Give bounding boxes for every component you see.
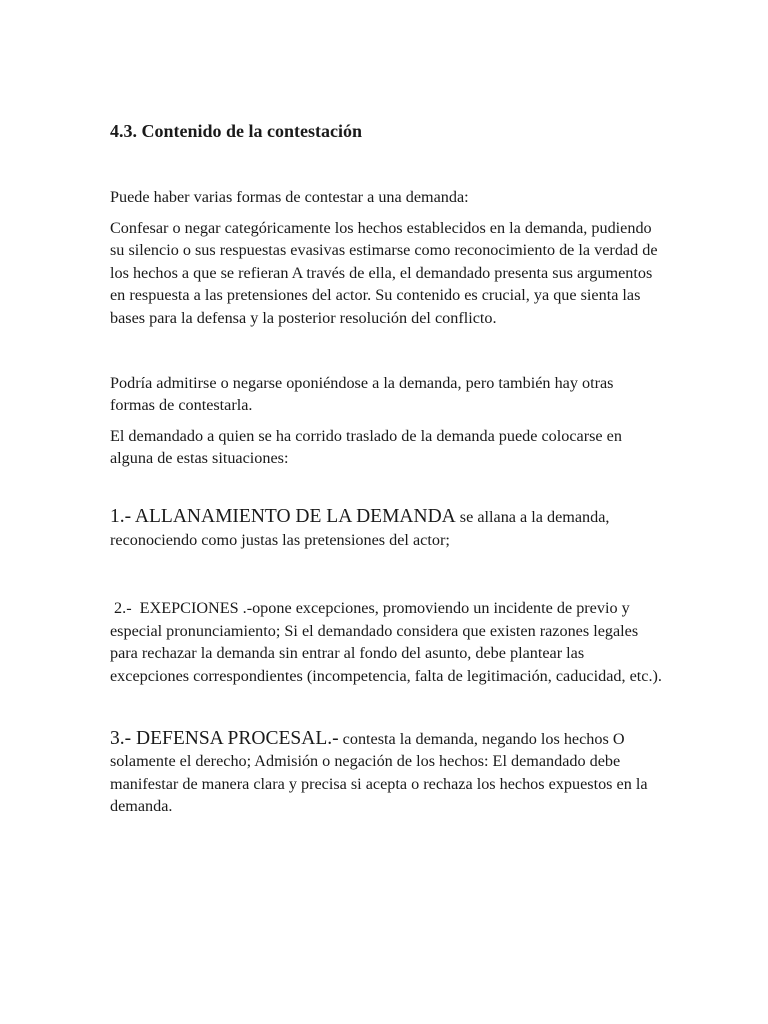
item-defensa-procesal-text: contesta la demanda, negando los hechos O solamente el derecho; Admisión o negación de los hechos: El demandado debe manifestar de manera clara y precisa si acepta o rechaza los hechos expuestos en la demanda. <box>110 729 648 816</box>
section-heading: 4.3. Contenido de la contestación <box>110 121 362 141</box>
item-allanamiento-title: 1.- ALLANAMIENTO DE LA DEMANDA <box>110 505 456 527</box>
item-defensa-procesal <box>110 728 662 818</box>
item-excepciones-title: 2.- EXEPCIONES <box>110 599 239 618</box>
item-defensa-procesal-title: 3.- DEFENSA PROCESAL.- <box>110 727 339 749</box>
paragraph-demandado: El demandado a quien se ha corrido traslado de la demanda puede colocarse en alguna de estas situaciones: <box>110 426 622 468</box>
item-allanamiento <box>110 506 662 551</box>
item-excepciones-text: .-opone excepciones, promoviendo un incidente de previo y especial pronunciamiento; Si el demandado considera que existen razones legales para rechazar la demanda sin entrar al fondo del asunto, debe plantear las excepciones correspondientes (incompetencia, falta de legitimación, caducidad, etc.). <box>110 599 662 685</box>
paragraph-confesar: Confesar o negar categóricamente los hechos establecidos en la demanda, pudiendo su silencio o sus respuestas evasivas estimarse como reconocimiento de la verdad de los hechos a que se refieran A través de ella, el demandado presenta sus argumentos en respuesta a las pretensiones del actor. Su contenido es crucial, ya que sienta las bases para la defensa y la posterior resolución del conflicto. <box>110 218 658 327</box>
intro-paragraph: Puede haber varias formas de contestar a una demanda: <box>110 188 469 206</box>
document-page <box>110 118 662 818</box>
paragraph-admitirse: Podría admitirse o negarse oponiéndose a la demanda, pero también hay otras formas de contestarla. <box>110 373 614 415</box>
item-allanamiento-text: se allana a la demanda, reconociendo como justas las pretensiones del actor; <box>110 507 610 549</box>
item-excepciones <box>110 597 662 687</box>
